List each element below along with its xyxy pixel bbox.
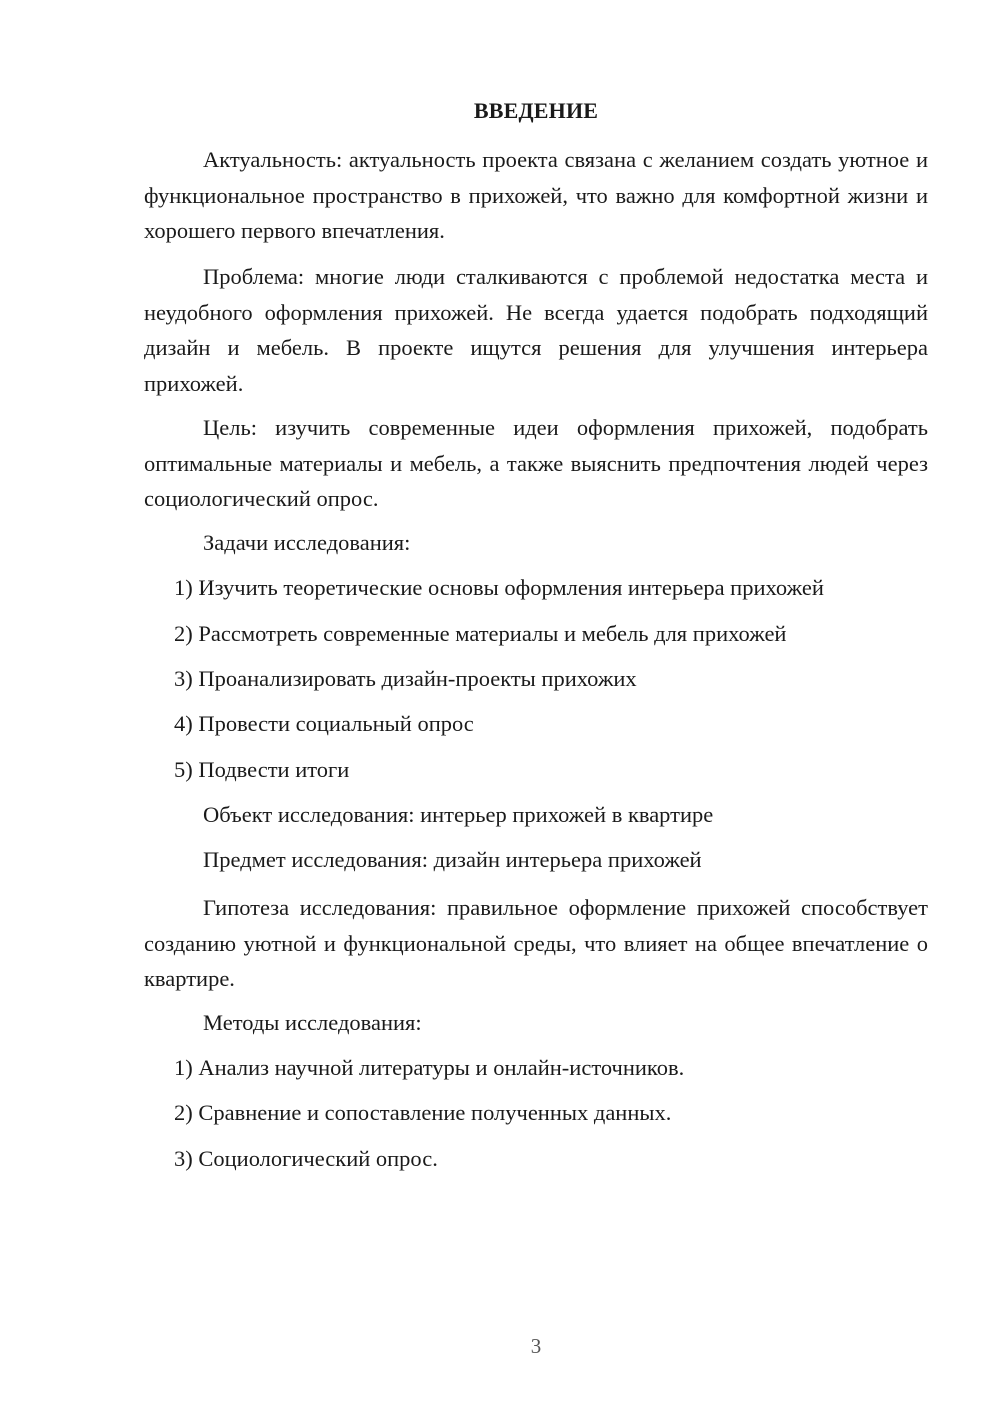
page-number: 3 (530, 1334, 542, 1358)
task-item: 3) Проанализировать дизайн-проекты прихожих (174, 666, 637, 691)
task-item: 4) Провести социальный опрос (174, 711, 474, 736)
research-object: Объект исследования: интерьер прихожей в квартире (203, 802, 714, 827)
tasks-title: Задачи исследования: (203, 530, 411, 555)
task-item: 5) Подвести итоги (174, 757, 350, 782)
relevance-paragraph: Актуальность: актуальность проекта связана с желанием создать уютное и функциональное пространство в прихожей, что важно для комфортной жизни и хорошего первого впечатления. (144, 147, 928, 243)
research-subject: Предмет исследования: дизайн интерьера прихожей (203, 847, 702, 872)
hypothesis-paragraph: Гипотеза исследования: правильное оформление прихожей способствует созданию уютной и функциональной среды, что влияет на общее впечатление о квартире. (144, 895, 928, 991)
method-item: 1) Анализ научной литературы и онлайн-источников. (174, 1055, 685, 1080)
task-item: 2) Рассмотреть современные материалы и мебель для прихожей (174, 621, 787, 646)
goal-paragraph: Цель: изучить современные идеи оформления прихожей, подобрать оптимальные материалы и мебель, а также выяснить предпочтения людей через социологический опрос. (144, 415, 928, 511)
method-item: 2) Сравнение и сопоставление полученных данных. (174, 1100, 672, 1125)
methods-title: Методы исследования: (203, 1010, 422, 1035)
task-item: 1) Изучить теоретические основы оформления интерьера прихожей (174, 575, 824, 600)
page-title: ВВЕДЕНИЕ (473, 98, 599, 123)
method-item: 3) Социологический опрос. (174, 1146, 438, 1171)
problem-paragraph: Проблема: многие люди сталкиваются с проблемой недостатка места и неудобного оформления прихожей. Не всегда удается подобрать подходящий дизайн и мебель. В проекте ищутся решения для улучшения интерьера прихожей. (144, 264, 928, 396)
